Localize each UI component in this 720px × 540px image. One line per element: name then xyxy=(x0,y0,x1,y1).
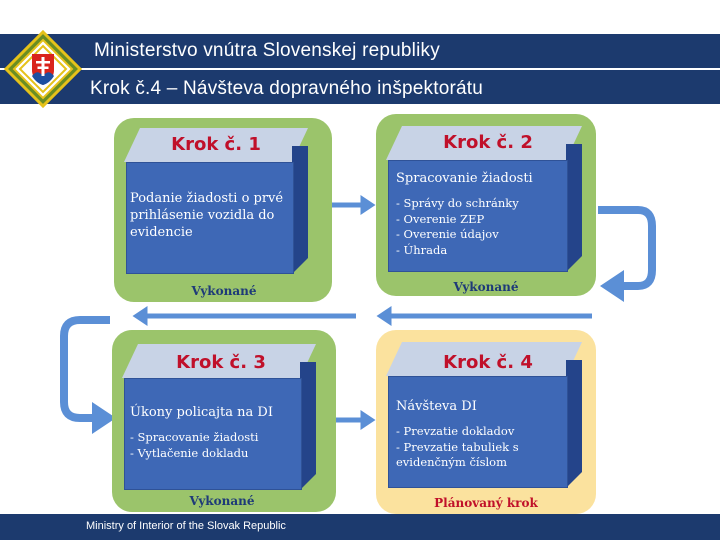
step3-item-list xyxy=(130,430,298,461)
list-item: - Overenie ZEP xyxy=(396,211,485,226)
arrow-to-step3 xyxy=(64,320,110,418)
list-item: - Overenie údajov xyxy=(396,227,499,241)
list-item: - Vytlačenie dokladu xyxy=(130,445,249,460)
step1-title: Krok č. 1 xyxy=(171,134,261,155)
step4-status: Plánovaný krok xyxy=(434,496,538,510)
step4-description: Návšteva DI xyxy=(396,399,477,414)
slide-title: Krok č.4 – Návšteva dopravného inšpektorátu xyxy=(90,78,484,99)
step2-description: Spracovanie žiadosti xyxy=(396,171,533,186)
step2-box-side xyxy=(566,144,582,272)
step4-item-list xyxy=(396,424,562,471)
step3-title: Krok č. 3 xyxy=(176,352,266,373)
footer-bar xyxy=(0,514,720,540)
list-item: - Prevzatie dokladov xyxy=(396,424,515,438)
step3-box-side xyxy=(300,362,316,490)
footer-text: Ministry of Interior of the Slovak Republic xyxy=(86,520,286,532)
list-item: - Úhrada xyxy=(396,242,448,257)
arrow-step2-curve xyxy=(598,210,652,286)
step3-status: Vykonané xyxy=(189,494,255,508)
step1-status: Vykonané xyxy=(191,284,257,298)
step1-box-side xyxy=(292,146,308,274)
list-item: - Prevzatie tabuliek s evidenčným číslom xyxy=(396,439,519,469)
step4-title: Krok č. 4 xyxy=(443,352,533,373)
step3-description: Úkony policajta na DI xyxy=(130,405,273,420)
step2-status: Vykonané xyxy=(453,280,519,294)
organization-title: Ministerstvo vnútra Slovenskej republiky xyxy=(94,40,440,61)
step1-description: Podanie žiadosti o prvé prihlásenie vozidla do evidencie xyxy=(130,191,284,240)
list-item: - Správy do schránky xyxy=(396,196,519,210)
step2-title: Krok č. 2 xyxy=(443,132,533,153)
step4-box-side xyxy=(566,360,582,488)
step2-item-list xyxy=(396,196,562,258)
list-item: - Spracovanie žiadosti xyxy=(130,430,259,444)
